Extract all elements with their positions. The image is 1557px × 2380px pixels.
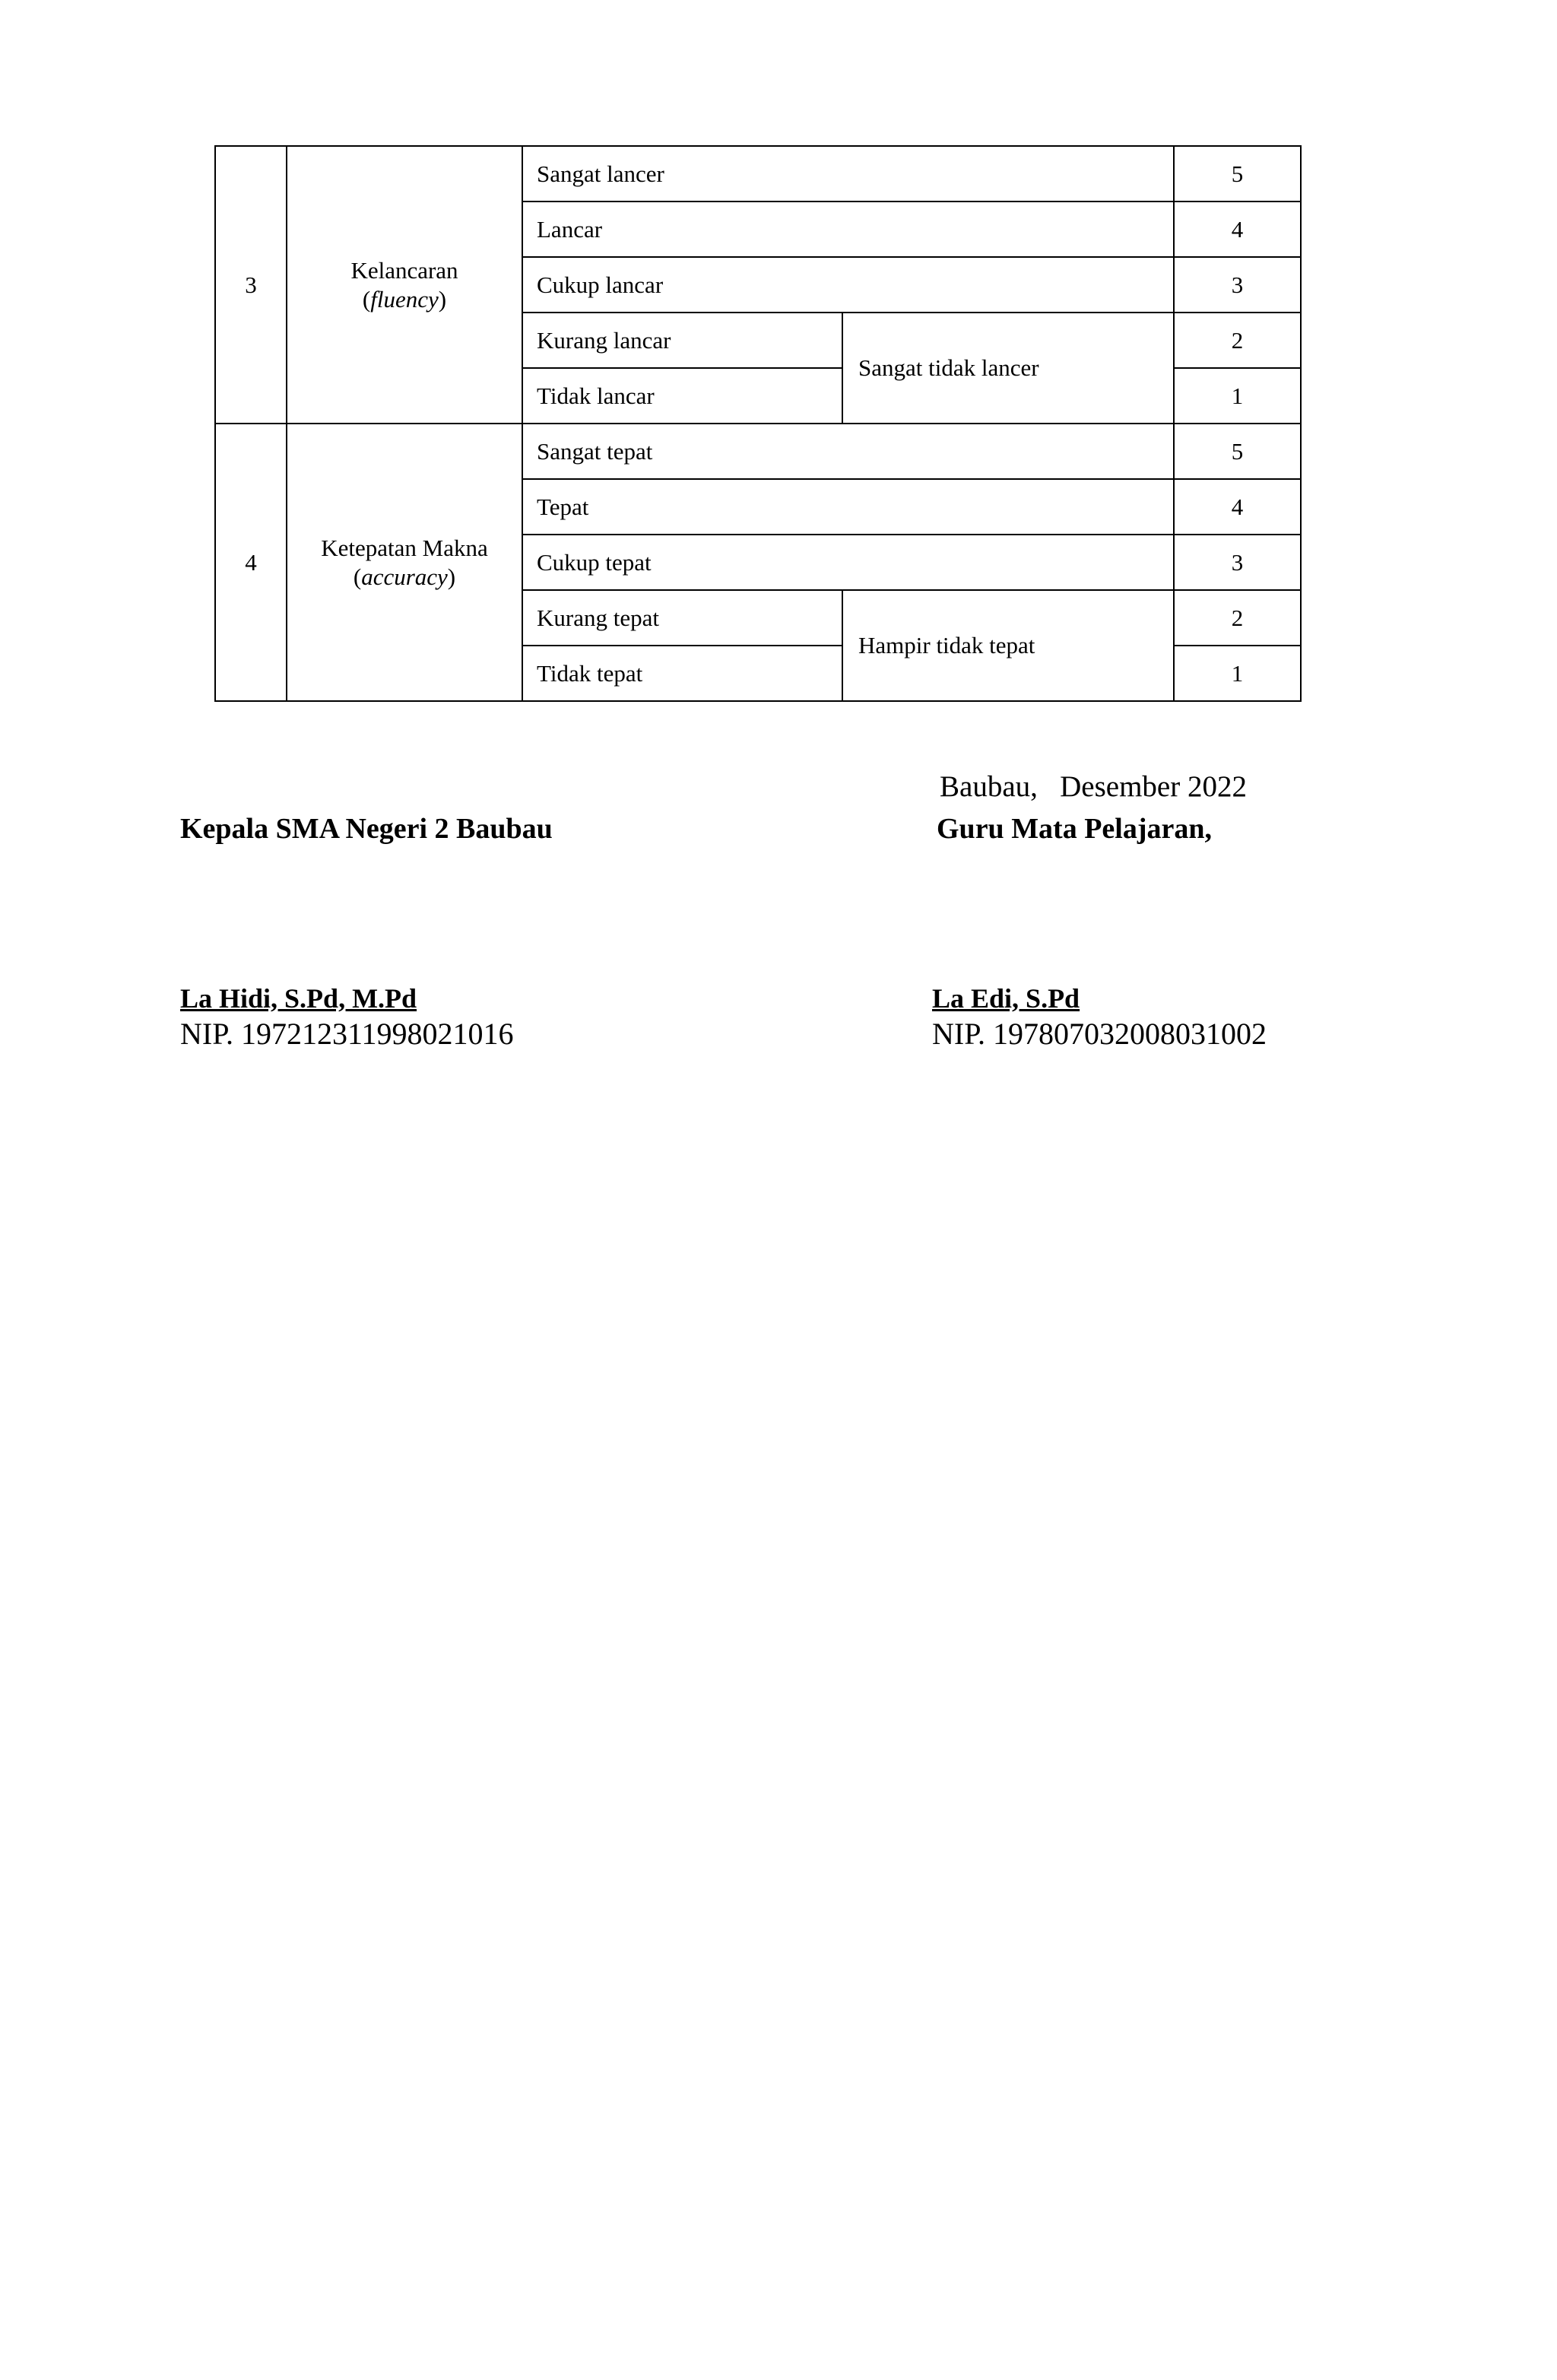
right-signatory-nip: NIP. 197807032008031002: [932, 1017, 1267, 1051]
aspect-english-name: (fluency): [362, 285, 447, 313]
level-score: 5: [1174, 146, 1301, 202]
level-score: 5: [1174, 424, 1301, 479]
level-score: 3: [1174, 535, 1301, 590]
right-signatory-name: La Edi, S.Pd: [932, 983, 1080, 1014]
aspect-name-cell: [287, 146, 522, 424]
right-signatory-title: Guru Mata Pelajaran,: [937, 813, 1213, 845]
level-description: Tidak tepat: [522, 646, 842, 701]
aspect-name: Ketepatan Makna: [321, 534, 488, 561]
level-description: Kurang tepat: [522, 590, 842, 646]
level-description: Kurang lancar: [522, 313, 842, 368]
merged-level-note: Hampir tidak tepat: [842, 590, 1174, 701]
aspect-english-name: (accuracy): [353, 563, 456, 590]
level-description: Cukup lancar: [522, 257, 1174, 313]
left-signatory-name: La Hidi, S.Pd, M.Pd: [180, 983, 417, 1014]
level-description: Sangat lancer: [522, 146, 1174, 202]
level-score: 1: [1174, 646, 1301, 701]
level-score: 2: [1174, 590, 1301, 646]
aspect-number: 4: [215, 424, 287, 701]
aspect-name-cell: [287, 424, 522, 701]
level-description: Tidak lancar: [522, 368, 842, 424]
place-date: Baubau, Desember 2022: [940, 770, 1247, 803]
level-description: Cukup tepat: [522, 535, 1174, 590]
level-description: Sangat tepat: [522, 424, 1174, 479]
level-description: Lancar: [522, 202, 1174, 257]
left-signatory-nip: NIP. 197212311998021016: [180, 1017, 514, 1051]
merged-level-note: Sangat tidak lancer: [842, 313, 1174, 424]
table-row: [215, 146, 1301, 202]
left-signatory-title: Kepala SMA Negeri 2 Baubau: [180, 813, 553, 845]
level-score: 3: [1174, 257, 1301, 313]
level-score: 4: [1174, 479, 1301, 535]
level-score: 2: [1174, 313, 1301, 368]
table-row: [215, 424, 1301, 479]
assessment-rubric-table: [214, 145, 1302, 702]
level-score: 4: [1174, 202, 1301, 257]
level-description: Tepat: [522, 479, 1174, 535]
aspect-name: Kelancaran: [350, 256, 458, 284]
aspect-number: 3: [215, 146, 287, 424]
level-score: 1: [1174, 368, 1301, 424]
